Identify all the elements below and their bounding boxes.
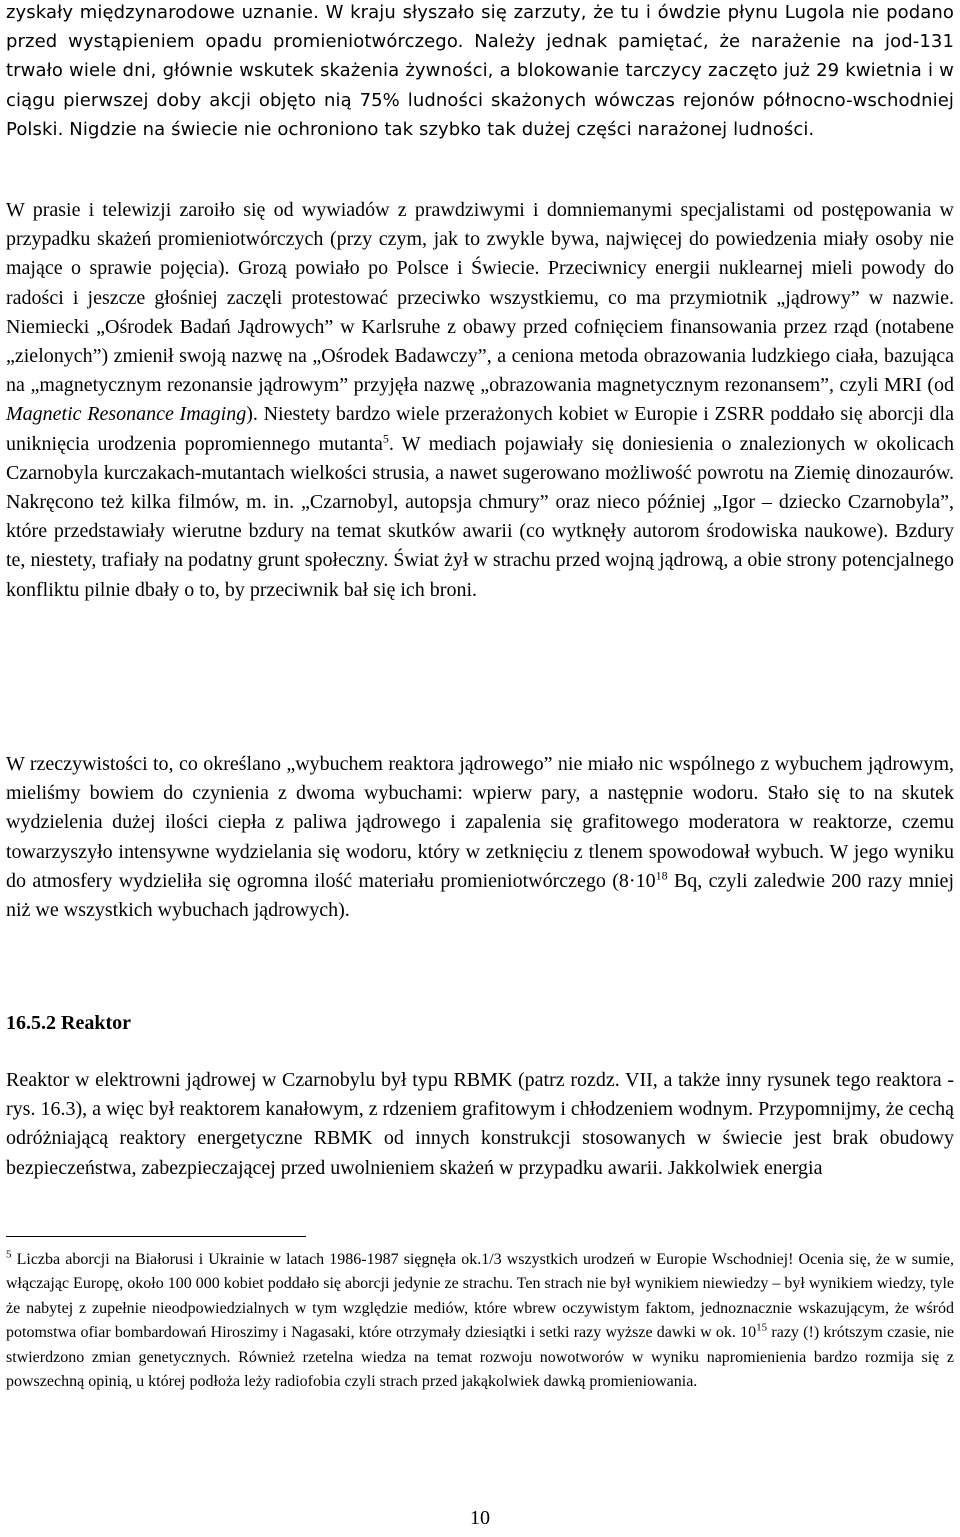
footnote bbox=[6, 1248, 954, 1394]
footnote-number: 5 bbox=[6, 1248, 12, 1261]
paragraph-reactor bbox=[6, 1066, 954, 1183]
footnote-divider bbox=[6, 1236, 306, 1237]
footnote-reference[interactable]: 5 bbox=[382, 430, 389, 445]
exponent: 15 bbox=[756, 1321, 768, 1334]
exponent: 18 bbox=[655, 868, 668, 883]
paragraph-iodine-prophylaxis bbox=[6, 0, 954, 144]
paragraph-text: ). Niestety bardzo wiele przerażonych kobiet w Europie i ZSRR poddało się aborcji dla uniknięcia urodzenia popromiennego mutanta bbox=[6, 403, 954, 455]
paragraph-text: . W mediach pojawiały się doniesienia o znalezionych w okolicach Czarnobyla kurczakach-mutantach wielkości strusia, a nawet sugerowano możliwość powrotu na Ziemię dinozaurów. Nakręcono też kilka filmów, m. in. „Czarnobyl, autopsja chmury” oraz nieco później „Igor – dziecko Czarnobyla”, które przedstawiały wierutne bzdury na temat skutków awarii (co wytknęły autorom środowiska naukowe). Bzdury te, niestety, trafiały na podatny grunt społeczny. Świat żył w strachu przed wojną jądrową, a obie strony potencjalnego konfliktu pilnie dbały o to, by przeciwnik bał się ich broni. bbox=[6, 432, 954, 601]
paragraph-media-panic bbox=[6, 196, 954, 605]
paragraph-text: Reaktor w elektrowni jądrowej w Czarnobylu był typu RBMK (patrz rozdz. VII, a także inny rysunek tego reaktora - rys. 16.3), a więc był reaktorem kanałowym, z rdzeniem grafitowym i chłodzeniem wodnym. Przypomnijmy, że cechą odróżniającą reaktory energetyczne RBMK od innych konstrukcji stosowanych w świecie jest brak obudowy bezpieczeństwa, zabezpieczającej przed uwolnieniem skażeń w przypadku awarii. Jakkolwiek energia bbox=[6, 1069, 954, 1179]
paragraph-text: W rzeczywistości to, co określano „wybuchem reaktora jądrowego” nie miało nic wspólnego z wybuchem jądrowym, mieliśmy bowiem do czynienia z dwoma wybuchami: wpierw pary, a następnie wodoru. Stało się to na skutek wydzielenia dużej ilości ciepła z paliwa jądrowego i zapalenia się grafitowego moderatora w reaktorze, czemu towarzyszyło intensywne wydzielania się wodoru, który w zetknięciu z tlenem spowodował wybuch. W jego wyniku do atmosfery wydzieliła się ogromna ilość materiału promieniotwórczego (8·10 bbox=[6, 753, 954, 892]
footnote-text: Liczba aborcji na Białorusi i Ukrainie w latach 1986-1987 sięgnęła ok.1/3 wszystkich urodzeń w Europie Wschodniej! Ocenia się, że w sumie, włączając Europę, około 100 000 kobiet poddało się aborcji jedynie ze strachu. Ten strach nie był wynikiem niewiedzy – był wynikiem wiedzy, tyle że nabytej z zupełnie nieodpowiedzialnych w tym względzie mediów, które wbrew oczywistym faktom, jednoznacznie wskazującym, że wśród potomstwa ofiar bombardowań Hiroszimy i Nagasaki, które otrzymały dziesiątki i setki razy wyższe dawki w ok. 10 bbox=[6, 1251, 954, 1342]
footnote-text: razy (!) krótszym czasie, nie stwierdzono zmian genetycznych. Również rzetelna wiedza na temat rozwoju nowotworów w wyniku napromienienia bardzo rozmija się z powszechną opinią, u której podłoża leży radiofobia czyli strach przed jakąkolwiek dawką promieniowania. bbox=[6, 1324, 955, 1391]
paragraph-text: W prasie i telewizji zaroiło się od wywiadów z prawdziwymi i domniemanymi specjalistami od postępowania w przypadku skażeń promieniotwórczych (przy czym, jak to zwykle bywa, najwięcej do powiedzenia miały osoby nie mające o sprawie pojęcia). Grozą powiało po Polsce i Świecie. Przeciwnicy energii nuklearnej mieli powody do radości i jeszcze głośniej zaczęli protestować przeciwko wszystkiemu, co ma przymiotnik „jądrowy” w nazwie. Niemiecki „Ośrodek Badań Jądrowych” w Karlsruhe z obawy przed cofnięciem finansowania przez rząd (notabene „zielonych”) zmienił swoją nazwę na „Ośrodek Badawczy”, a ceniona metoda obrazowania ludzkiego ciała, bazująca na „magnetycznym rezonansie jądrowym” przyjęła nazwę „obrazowania magnetycznym rezonansem”, czyli MRI (od bbox=[6, 199, 954, 397]
paragraph-text: Bq, czyli zaledwie 200 razy mniej niż we wszystkich wybuchach jądrowych). bbox=[6, 869, 954, 922]
page-number: 10 bbox=[470, 1507, 490, 1529]
italic-term: Magnetic Resonance Imaging bbox=[6, 403, 247, 426]
paragraph-text: zyskały międzynarodowe uznanie. W kraju słyszało się zarzuty, że tu i ówdzie płynu Lugola nie podano przed wystąpieniem opadu promieniotwórczego. Należy jednak pamiętać, że narażenie na jod-131 trwało wiele dni, głównie wskutek skażenia żywności, a blokowanie tarczycy zaczęto już 29 kwietnia i w ciągu pierwszej doby akcji objęto nią 75% ludności skażonych wówczas rejonów północno-wschodniej Polski. Nigdzie na świecie nie ochroniono tak szybko tak dużej części narażonej ludności. bbox=[6, 2, 954, 140]
section-heading: 16.5.2 Reaktor bbox=[6, 1012, 131, 1034]
paragraph-explosion-nature bbox=[6, 750, 954, 925]
